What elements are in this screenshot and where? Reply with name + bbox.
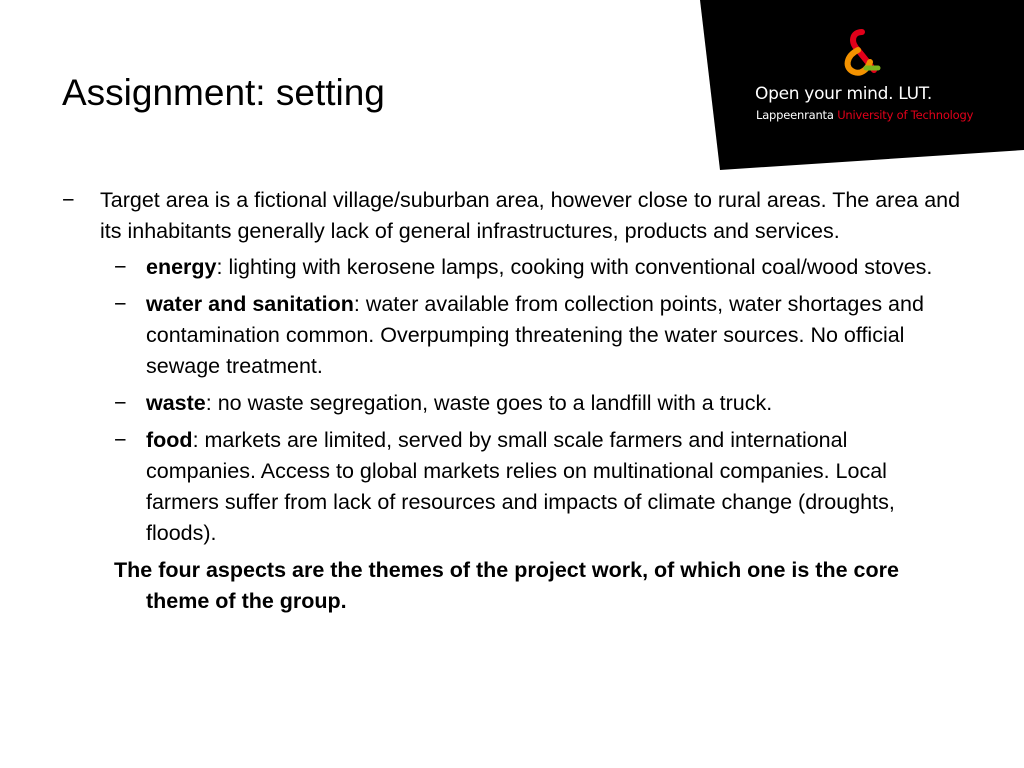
aspect-term: energy <box>146 255 217 279</box>
aspect-item-energy <box>62 252 962 283</box>
closing-note: The four aspects are the themes of the project work, of which one is the core theme of the group. <box>114 558 899 613</box>
university-title: University of Technology <box>837 108 974 122</box>
bullet-dash: − <box>114 292 127 316</box>
university-city: Lappeenranta <box>756 108 834 122</box>
university-name <box>756 108 973 122</box>
bullet-dash: − <box>62 188 75 212</box>
aspect-text: : markets are limited, served by small scale farmers and international companies. Access to global markets relies on multinational companies. Local farmers suffer from lack of resources and impacts of climate change (droughts, floods). <box>146 428 895 545</box>
aspect-item-food <box>62 425 962 549</box>
aspect-list <box>62 252 962 549</box>
aspect-term: waste <box>146 391 206 415</box>
bullet-dash: − <box>114 255 127 279</box>
aspect-item-waste <box>62 388 962 419</box>
slide-title: Assignment: setting <box>62 72 385 113</box>
aspect-text: : no waste segregation, waste goes to a landfill with a truck. <box>205 391 773 415</box>
slide-body <box>62 185 962 617</box>
aspect-text: : water available from collection points, water shortages and contamination common. Overpumping threatening the water sources. No official sewage treatment. <box>146 292 924 378</box>
intro-text: Target area is a fictional village/suburban area, however close to rural areas. The area and its inhabitants generally lack of general infrastructures, products and services. <box>100 188 961 243</box>
bullet-dash: − <box>114 391 127 415</box>
aspect-term: water and sanitation <box>146 292 354 316</box>
brand-tagline: Open your mind. LUT. <box>755 84 932 104</box>
bullet-dash: − <box>114 428 127 452</box>
aspect-text: : lighting with kerosene lamps, cooking with conventional coal/wood stoves. <box>216 255 933 279</box>
aspect-item-water <box>62 289 962 382</box>
ampersand-logo-icon <box>838 28 882 80</box>
brand-panel <box>700 0 1024 170</box>
aspect-term: food <box>146 428 193 452</box>
intro-bullet <box>62 185 962 247</box>
